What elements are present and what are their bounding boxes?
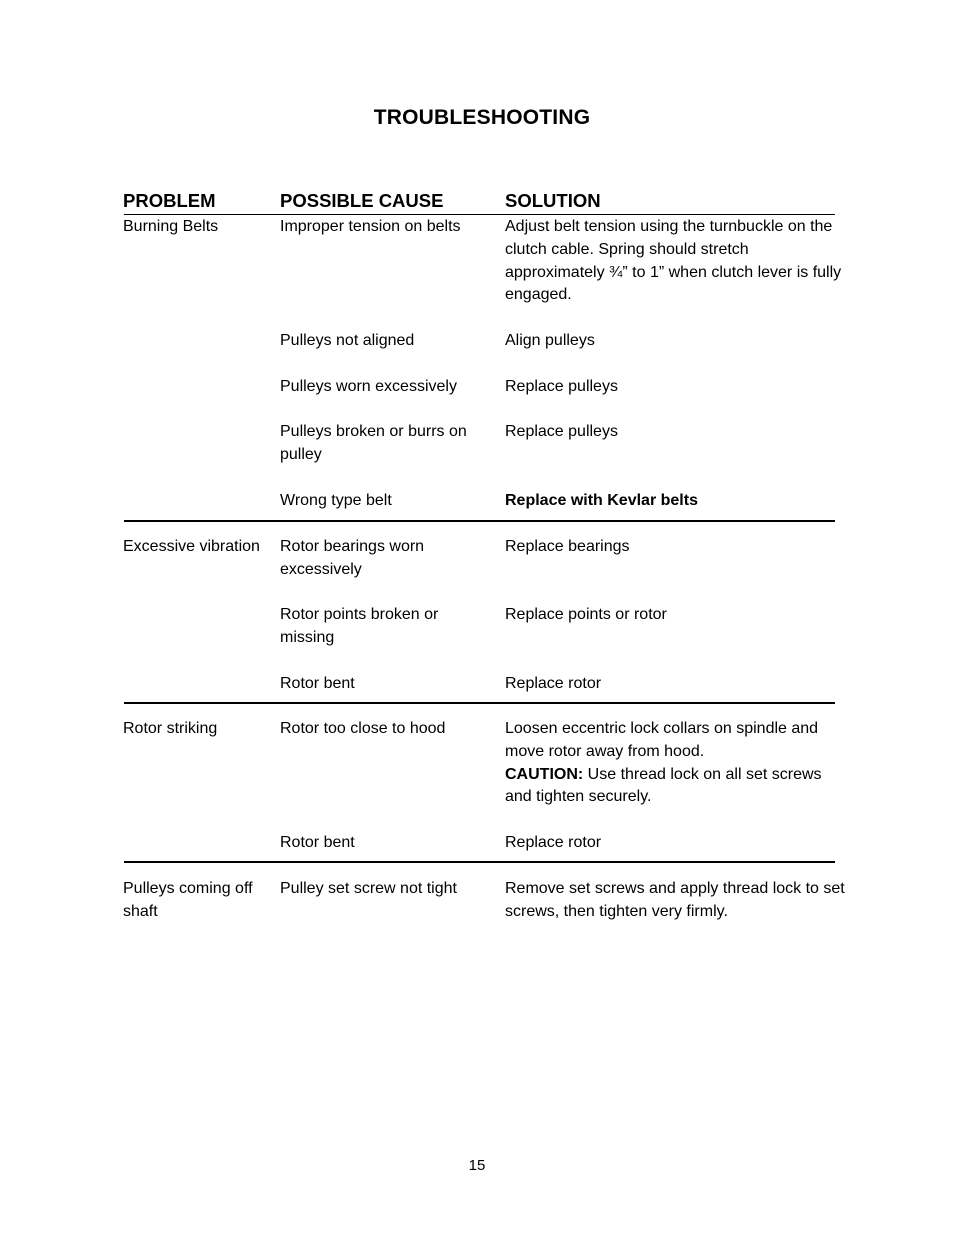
group-divider (124, 861, 835, 863)
cause-cell: Rotor bent (280, 834, 355, 851)
cause-cell: Pulleys not aligned (280, 332, 415, 349)
cause-cell: Rotor too close to hood (280, 720, 446, 737)
solution-cell (505, 718, 850, 809)
solution-cell: Replace pulleys (505, 378, 618, 395)
cause-cell: Pulleys worn excessively (280, 378, 457, 395)
solution-cell-bold: Replace with Kevlar belts (505, 492, 698, 509)
header-possible-cause: POSSIBLE CAUSE (280, 190, 444, 211)
problem-excessive-vibration: Excessive vibration (123, 538, 260, 555)
solution-cell: Replace pulleys (505, 423, 618, 440)
solution-cell: Replace bearings (505, 538, 630, 555)
solution-cell: Replace rotor (505, 834, 602, 851)
cause-cell: Pulleys broken or burrs on pulley (280, 423, 467, 463)
group-divider (124, 702, 835, 704)
cause-cell: Rotor bent (280, 675, 355, 692)
solution-cell: Remove set screws and apply thread lock to set screws, then tighten very firmly. (505, 880, 845, 920)
solution-cell: Adjust belt tension using the turnbuckle on the clutch cable. Spring should stretch approximately ¾” to 1” when clutch lever is fully engaged. (505, 218, 842, 304)
cause-cell: Wrong type belt (280, 492, 392, 509)
group-divider (124, 520, 835, 522)
solution-cell: Replace points or rotor (505, 606, 667, 623)
solution-cell: Align pulleys (505, 332, 595, 349)
page-title: TROUBLESHOOTING (373, 106, 591, 129)
header-problem: PROBLEM (123, 190, 216, 211)
cause-cell: Rotor bearings worn excessively (280, 538, 425, 578)
header-divider (124, 214, 835, 215)
problem-pulleys-coming-off-shaft: Pulleys coming off shaft (123, 880, 253, 920)
page-number: 15 (468, 1157, 486, 1174)
cause-cell: Improper tension on belts (280, 218, 461, 235)
cause-cell: Rotor points broken or missing (280, 606, 439, 646)
cause-cell: Pulley set screw not tight (280, 880, 457, 897)
caution-label: CAUTION: (505, 765, 584, 783)
caution-text: Use thread lock on all set screws and tighten securely. (505, 765, 822, 806)
solution-cell: Replace rotor (505, 675, 602, 692)
problem-rotor-striking: Rotor striking (123, 720, 218, 737)
header-solution: SOLUTION (505, 190, 601, 211)
solution-text: Loosen eccentric lock collars on spindle and move rotor away from hood. (505, 720, 819, 760)
problem-burning-belts: Burning Belts (123, 218, 219, 235)
